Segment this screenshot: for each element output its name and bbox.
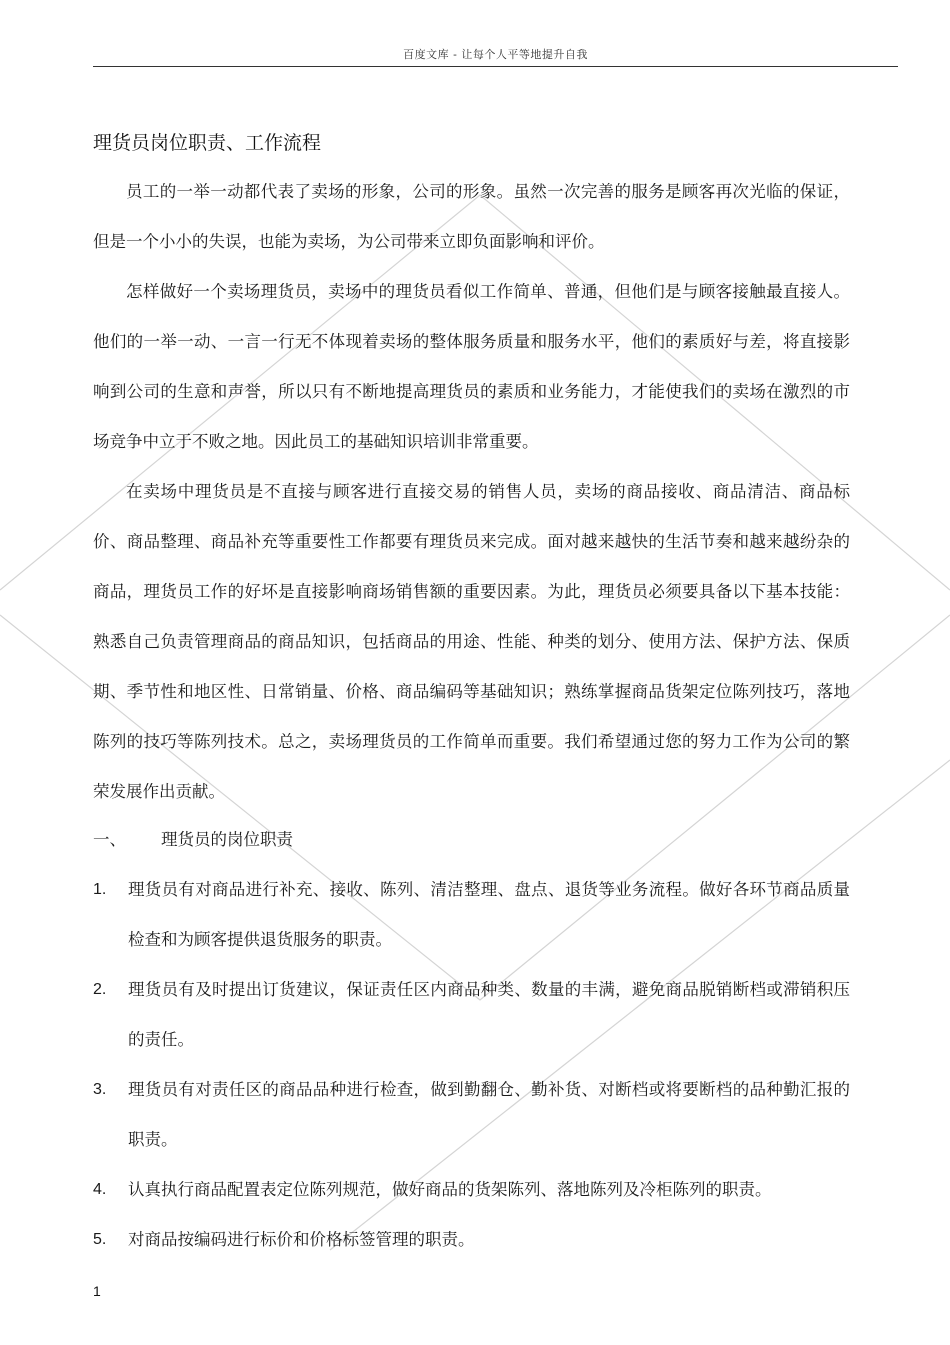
section-title: 理货员的岗位职责 (161, 830, 293, 849)
body-paragraphs (93, 167, 850, 817)
list-text: 理货员有对商品进行补充、接收、陈列、清洁整理、盘点、退货等业务流程。做好各环节商品质量检查和为顾客提供退货服务的职责。 (128, 880, 850, 949)
list-item (93, 1065, 850, 1165)
section-number: 一、 (93, 830, 126, 849)
page-header (93, 42, 898, 67)
paragraph: 怎样做好一个卖场理货员，卖场中的理货员看似工作简单、普通，但他们是与顾客接触最直接人。他们的一举一动、一言一行无不体现着卖场的整体服务质量和服务水平，他们的素质好与差，将直接影响到公司的生意和声誉，所以只有不断地提高理货员的素质和业务能力，才能使我们的卖场在激烈的市场竞争中立于不败之地。因此员工的基础知识培训非常重要。 (93, 282, 850, 451)
list-item (93, 1165, 850, 1215)
paragraph: 员工的一举一动都代表了卖场的形象，公司的形象。虽然一次完善的服务是顾客再次光临的保证，但是一个小小的失误，也能为卖场，为公司带来立即负面影响和评价。 (93, 182, 850, 251)
list-index: 4. (93, 1181, 107, 1198)
list-text: 理货员有对责任区的商品品种进行检查，做到勤翻仓、勤补货、对断档或将要断档的品种勤汇报的职责。 (128, 1080, 850, 1149)
duties-list (93, 865, 850, 1265)
list-index: 2. (93, 981, 107, 998)
list-item (93, 865, 850, 965)
header-text: 百度文库 - 让每个人平等地提升自我 (403, 48, 588, 61)
section-heading (93, 815, 293, 865)
list-index: 1. (93, 881, 107, 898)
paragraph: 在卖场中理货员是不直接与顾客进行直接交易的销售人员，卖场的商品接收、商品清洁、商品标价、商品整理、商品补充等重要性工作都要有理货员来完成。面对越来越快的生活节奏和越来越纷杂的商品，理货员工作的好坏是直接影响商场销售额的重要因素。为此，理货员必须要具备以下基本技能：熟悉自己负责管理商品的商品知识，包括商品的用途、性能、种类的划分、使用方法、保护方法、保质期、季节性和地区性、日常销量、价格、商品编码等基础知识；熟练掌握商品货架定位陈列技巧，落地陈列的技巧等陈列技术。总之，卖场理货员的工作简单而重要。我们希望通过您的努力工作为公司的繁荣发展作出贡献。 (93, 482, 850, 801)
list-text: 对商品按编码进行标价和价格标签管理的职责。 (128, 1230, 475, 1249)
list-text: 认真执行商品配置表定位陈列规范，做好商品的货架陈列、落地陈列及冷柜陈列的职责。 (128, 1180, 772, 1199)
list-item (93, 1215, 850, 1265)
page-number: 1 (93, 1283, 101, 1299)
list-index: 3. (93, 1081, 107, 1098)
document-title: 理货员岗位职责、工作流程 (93, 132, 322, 154)
list-text: 理货员有及时提出订货建议，保证责任区内商品种类、数量的丰满，避免商品脱销断档或滞销积压的责任。 (128, 980, 850, 1049)
list-item (93, 965, 850, 1065)
list-index: 5. (93, 1231, 107, 1248)
